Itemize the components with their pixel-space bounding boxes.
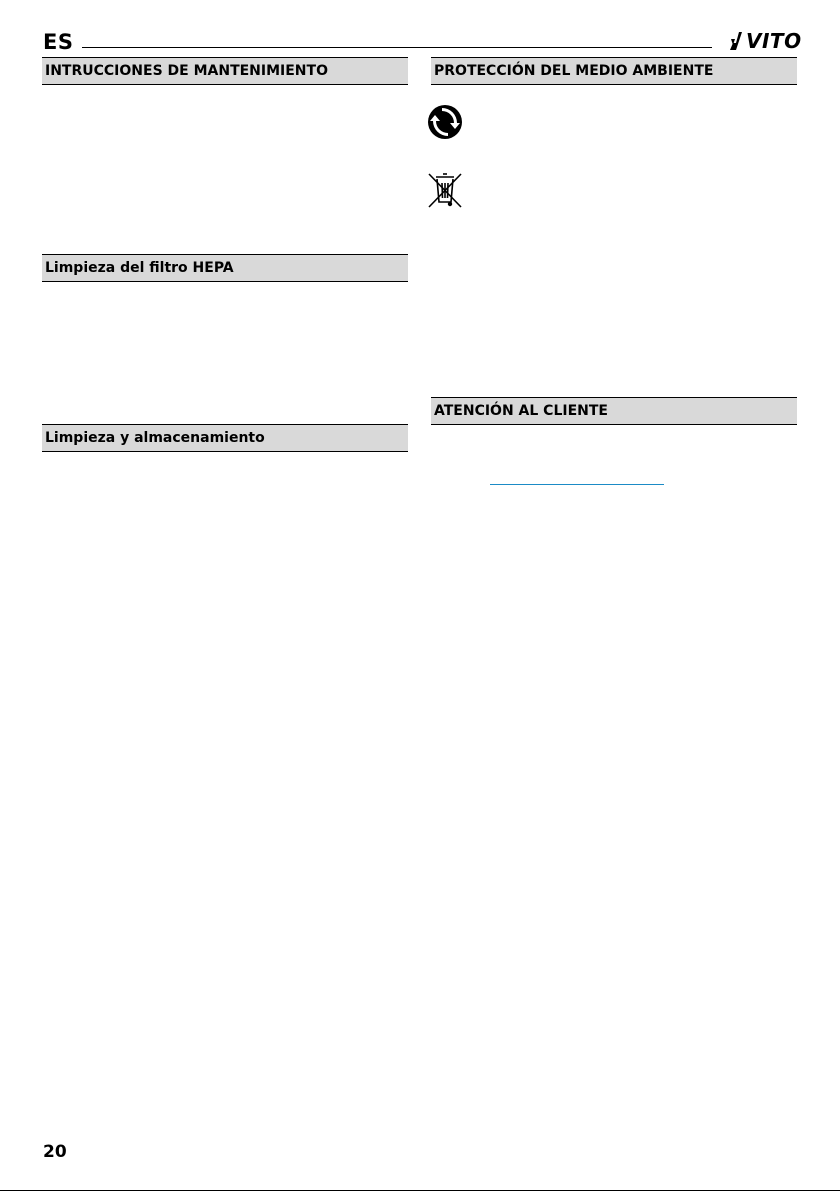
- section-hepa-header: Limpieza del filtro HEPA: [42, 254, 408, 282]
- header-rule: [82, 47, 712, 48]
- language-code: ES: [43, 30, 74, 54]
- brand-logo: [728, 30, 802, 52]
- section-customer-service-header: ATENCIÓN AL CLIENTE: [431, 397, 797, 425]
- vito-logo-mark-icon: [728, 31, 744, 51]
- green-dot-recycling-icon: [427, 104, 463, 140]
- section-environment-header: PROTECCIÓN DEL MEDIO AMBIENTE: [431, 57, 797, 85]
- section-storage-header: Limpieza y almacenamiento: [42, 424, 408, 452]
- crossed-out-bin-icon: [426, 171, 464, 209]
- bottom-rule: [0, 1190, 840, 1191]
- page-number: 20: [43, 1142, 67, 1162]
- customer-service-link-underline[interactable]: [490, 484, 664, 485]
- section-maintenance-header: INTRUCCIONES DE MANTENIMIENTO: [42, 57, 408, 85]
- brand-name: VITO: [746, 29, 802, 53]
